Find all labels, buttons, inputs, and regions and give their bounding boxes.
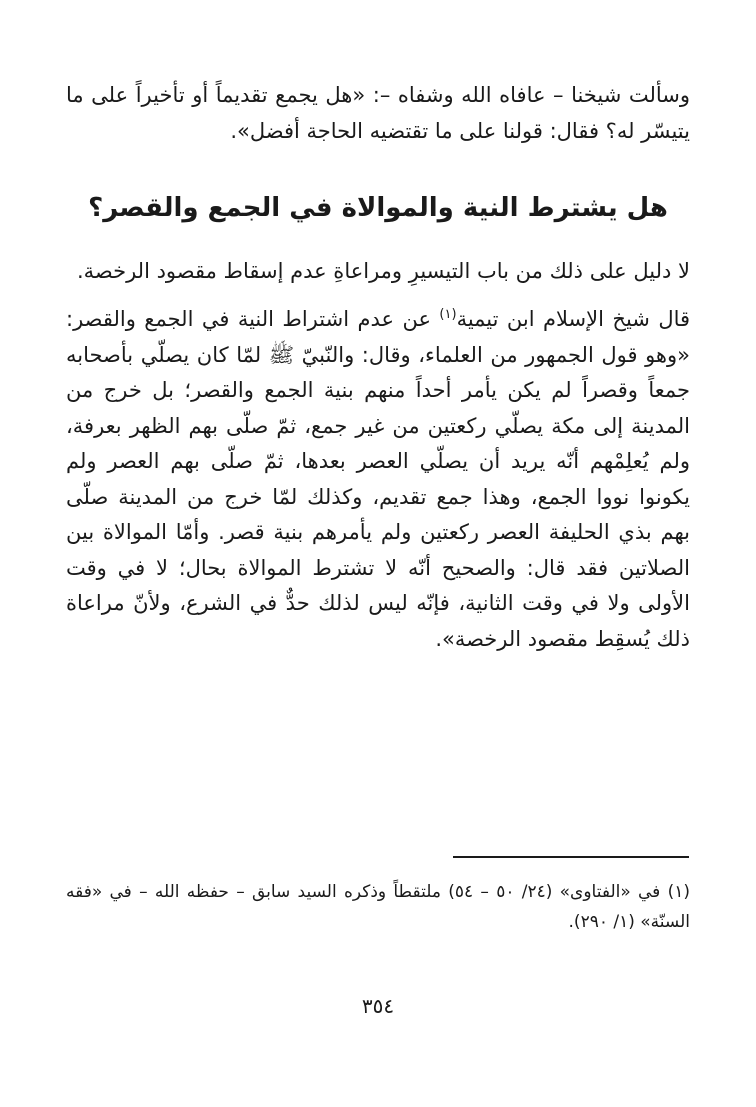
quote-opening: قال شيخ الإسلام ابن تيمية — [456, 307, 691, 331]
quote-paragraph — [66, 302, 690, 657]
footnote-reference[interactable]: (١) — [439, 307, 457, 322]
footnote-separator — [453, 856, 689, 858]
section-heading: هل يشترط النية والموالاة في الجمع والقصر؟ — [88, 193, 668, 223]
footnote: (١) في «الفتاوى» (٢٤/ ٥٠ – ٥٤) ملتقطاً وذكره السيد سابق – حفظه الله – في «فقه السنّة» (١/ ٢٩٠). — [66, 882, 690, 932]
page-number: ٣٥٤ — [361, 994, 395, 1018]
answer-paragraph: لا دليل على ذلك من باب التيسيرِ ومراعاةِ عدم إسقاط مقصود الرخصة. — [76, 259, 690, 283]
quote-body: عن عدم اشتراط النية في الجمع والقصر: «وهو قول الجمهور من العلماء، وقال: والنّبيّ ﷺ لمّا كان يصلّي بأصحابه جمعاً وقصراً لم يكن يأمر أحداً منهم بنية الجمع والقصر؛ بل خرج من المدينة إلى مكة يصلّي ركعتين من غير جمع، ثمّ صلّى بهم الظهر بعرفة، ولم يُعلِمْهم أنّه يريد أن يصلّي العصر بعدها، ثمّ صلّى بهم العصر ولم يكونوا نووا الجمع، وهذا جمع تقديم، وكذلك لمّا خرج من المدينة صلّى بهم بذي الحليفة العصر ركعتين ولم يأمرهم بنية قصر. وأمّا الموالاة بين الصلاتين فقد قال: والصحيح أنّه لا تشترط الموالاة بحال؛ لا في وقت الأولى ولا في وقت الثانية، فإنّه ليس لذلك حدٌّ في الشرع، ولأنّ مراعاة ذلك يُسقِط مقصود الرخصة». — [66, 307, 690, 651]
intro-paragraph: وسألت شيخنا – عافاه الله وشفاه –: «هل يجمع تقديماً أو تأخيراً على ما يتيسّر له؟ فقال: قولنا على ما تقتضيه الحاجة أفضل». — [66, 83, 690, 143]
